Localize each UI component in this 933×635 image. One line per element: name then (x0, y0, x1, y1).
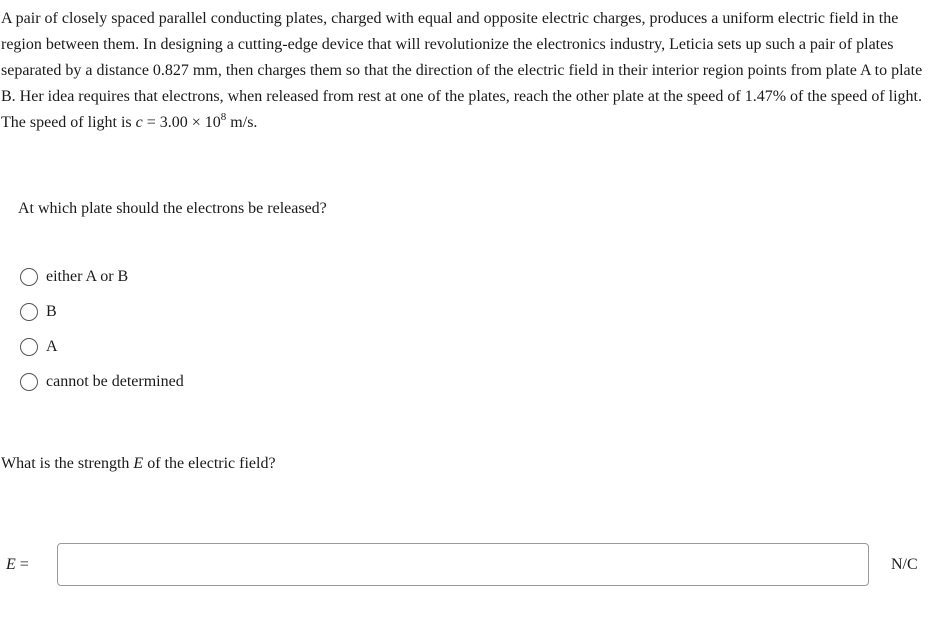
answer-options (20, 259, 184, 399)
speed-of-light-unit: m/s. (230, 114, 258, 131)
answer-row (0, 543, 933, 587)
option-label: B (46, 302, 57, 320)
option-either-a-or-b[interactable] (20, 259, 184, 294)
field-symbol: E (133, 455, 144, 472)
equation-label (6, 556, 29, 574)
problem-statement (1, 6, 929, 136)
unit-label: N/C (891, 556, 918, 573)
option-label: either A or B (46, 267, 129, 285)
speed-of-light-symbol: c (135, 114, 143, 131)
question-2-text-after: of the electric field? (147, 455, 276, 472)
question-2-text-before: What is the strength (1, 455, 130, 472)
speed-of-light-value: = 3.00 × 10 (146, 114, 221, 131)
option-cannot-be-determined[interactable] (20, 364, 184, 399)
problem-text: A pair of closely spaced parallel conducting plates, charged with equal and opposite electric charges, produces a uniform electric field in the region between them. In designing a cutting-edge device that will revolutionize the electronics industry, Leticia sets up such a pair of plates separated by a distance 0.827 mm, then charges them so that the direction of the electric field in their interior region points from plate A to plate B. Her idea requires that electrons, when released from rest at one of the plates, reach the other plate at the speed of 1.47% of the speed of light. The speed of light is (1, 10, 923, 131)
equation-sign: = (19, 556, 29, 573)
radio-button-icon[interactable] (20, 303, 38, 321)
radio-button-icon[interactable] (20, 268, 38, 286)
question-1-prompt: At which plate should the electrons be released? (18, 200, 327, 217)
radio-button-icon[interactable] (20, 373, 38, 391)
option-label: A (46, 337, 58, 355)
option-a[interactable] (20, 329, 184, 364)
speed-of-light-exponent: 8 (220, 111, 227, 123)
option-b[interactable] (20, 294, 184, 329)
equation-variable: E (6, 556, 16, 573)
option-label: cannot be determined (46, 372, 184, 390)
radio-button-icon[interactable] (20, 338, 38, 356)
field-strength-input[interactable] (57, 543, 869, 586)
question-2-prompt (1, 455, 276, 473)
